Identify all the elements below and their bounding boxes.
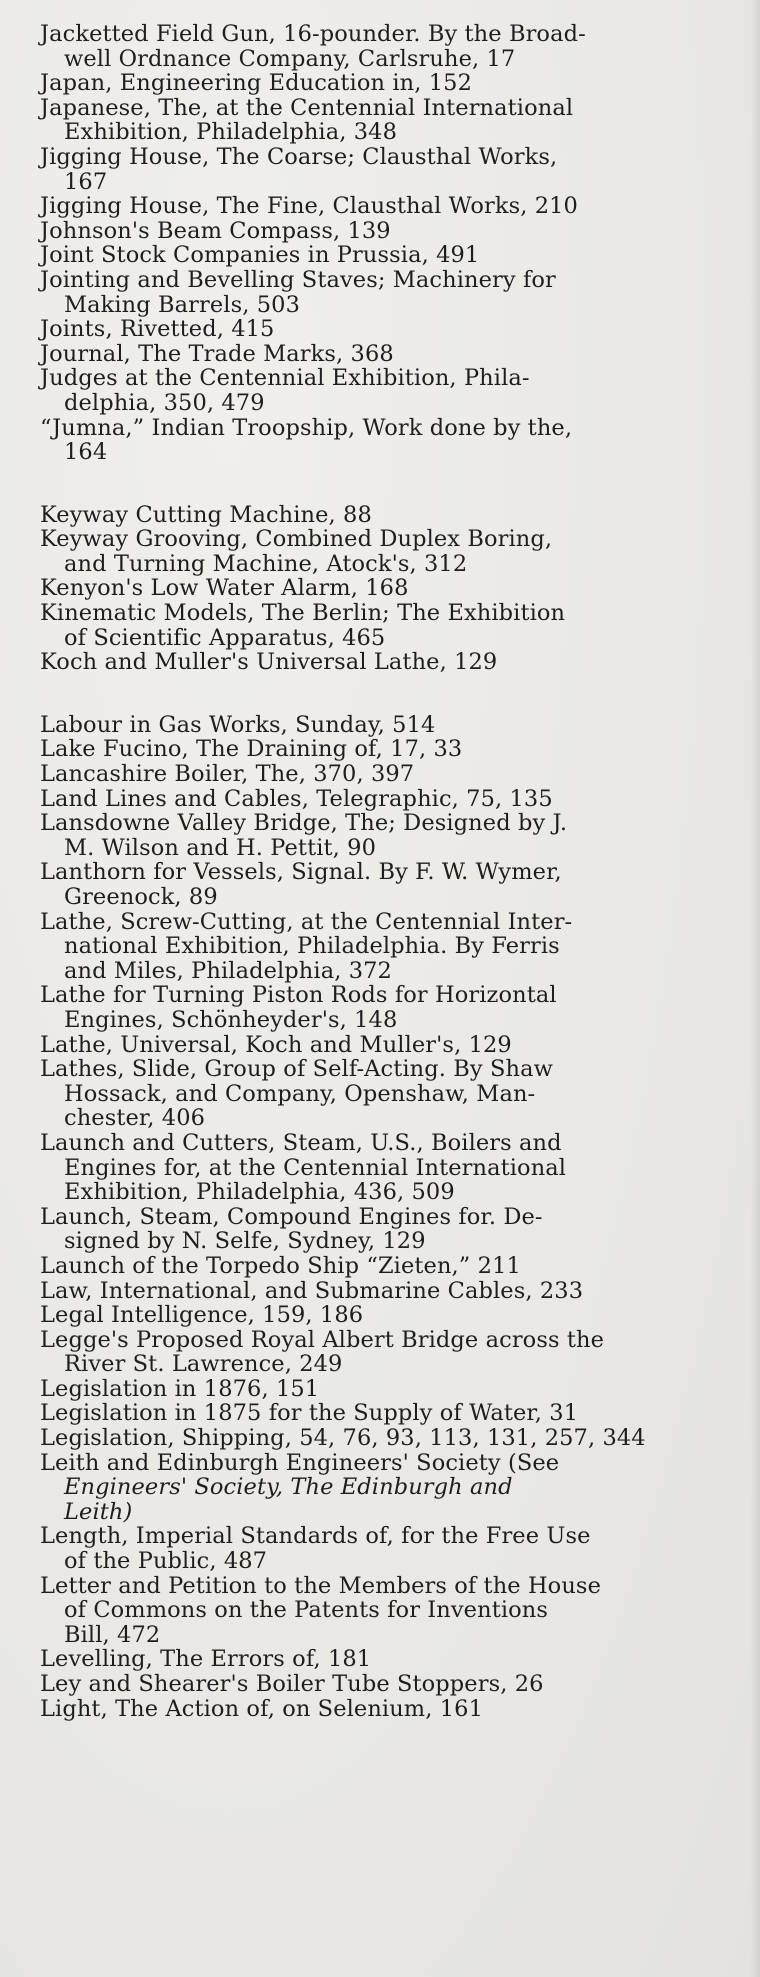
index-entry [40,22,740,71]
index-section-j [40,22,740,465]
entry-continuation: chester, 406 [64,1105,206,1132]
entry-continuation: 164 [64,439,108,466]
entry-line: Koch and Muller's Universal Lathe, 129 [40,649,498,676]
entry-continuation: Leith) [64,1498,133,1525]
entry-line: Jigging House, The Fine, Clausthal Works, 210 [40,193,578,220]
index-entry [40,860,740,909]
index-entry [40,787,740,812]
entry-line: Journal, The Trade Marks, 368 [40,340,394,367]
entry-continuation: River St. Lawrence, 249 [64,1351,343,1378]
page-fold-shadow [750,0,760,1977]
entry-line: Judges at the Centennial Exhibition, Phila- [40,365,530,392]
index-entry [40,1057,740,1131]
entry-line: Lathes, Slide, Group of Self-Acting. By Shaw [40,1056,553,1083]
entry-line: Ley and Shearer's Boiler Tube Stoppers, 26 [40,1671,544,1697]
index-entry [40,1033,740,1058]
entry-line: Leith and Edinburgh Engineers' Society (See [40,1449,560,1476]
index-entry [40,983,740,1032]
index-entry [40,811,740,860]
index-entry [40,243,740,268]
section-gap [40,465,740,503]
entry-continuation: of the Public, 487 [64,1548,268,1575]
entry-continuation: Engines, Schönheyder's, 148 [64,1006,398,1033]
index-entry [40,910,740,984]
entry-line: Land Lines and Cables, Telegraphic, 75, 135 [40,785,553,812]
entry-continuation: Engines for, at the Centennial International [64,1154,567,1181]
index-entry [40,71,740,96]
index-entry [40,342,740,367]
index-entry [40,317,740,342]
index-entry [40,219,740,244]
entry-line: Jointing and Bevelling Staves; Machinery for [40,266,556,293]
entry-line: Joints, Rivetted, 415 [40,316,275,343]
entry-line: Jacketted Field Gun, 16-pounder. By the Broad- [40,21,586,47]
index-entry [40,1131,740,1205]
entry-line: Lathe, Screw-Cutting, at the Centennial Inter- [40,908,573,935]
entry-continuation: M. Wilson and H. Pettit, 90 [64,834,376,861]
entry-continuation: Making Barrels, 503 [64,291,300,318]
index-entry [40,1279,740,1304]
entry-line: Legislation in 1876, 151 [40,1375,320,1402]
index-entry [40,1401,740,1426]
entry-continuation: of Scientific Apparatus, 465 [64,624,386,651]
entry-line: Launch and Cutters, Steam, U.S., Boilers and [40,1129,562,1156]
entry-line: Letter and Petition to the Members of the House [40,1572,601,1599]
index-entry [40,145,740,194]
entry-continuation: Engineers' Society, The Edinburgh and [64,1474,513,1501]
entry-continuation: national Exhibition, Philadelphia. By Ferris [64,933,560,960]
index-entry [40,1426,740,1451]
index-entry [40,601,740,650]
entry-line: Kinematic Models, The Berlin; The Exhibition [40,600,566,627]
entry-line: Joint Stock Companies in Prussia, 491 [40,242,480,269]
entry-line: “Jumna,” Indian Troopship, Work done by the, [40,414,573,441]
index-entry [40,1672,740,1697]
entry-continuation: 167 [64,168,108,195]
entry-line: Keyway Grooving, Combined Duplex Boring, [40,526,553,553]
index-entry [40,1254,740,1279]
index-entry [40,576,740,601]
entry-line: Lathe, Universal, Koch and Muller's, 129 [40,1031,512,1058]
entry-continuation: and Miles, Philadelphia, 372 [64,957,392,984]
entry-line: Legislation, Shipping, 54, 76, 93, 113, 131, 257, 344 [40,1425,646,1452]
entry-continuation: Exhibition, Philadelphia, 436, 509 [64,1179,455,1206]
entry-line: Light, The Action of, on Selenium, 161 [40,1695,483,1722]
entry-line: Johnson's Beam Compass, 139 [40,217,391,244]
entry-line: Lansdowne Valley Bridge, The; Designed by J. [40,810,568,837]
index-entry [40,1647,740,1672]
entry-line: Japanese, The, at the Centennial International [40,94,574,121]
index-entry [40,737,740,762]
entry-line: Lancashire Boiler, The, 370, 397 [40,761,415,788]
index-section-k [40,503,740,675]
entry-continuation: delphia, 350, 479 [64,389,265,416]
index-entry [40,96,740,145]
index-column [40,22,740,1721]
index-entry [40,1574,740,1648]
entry-line: Jigging House, The Coarse; Clausthal Works, [40,143,558,170]
index-entry [40,1451,740,1525]
section-gap [40,675,740,713]
entry-line: Lanthorn for Vessels, Signal. By F. W. Wymer, [40,859,562,886]
index-entry [40,762,740,787]
entry-continuation: Bill, 472 [64,1621,161,1648]
entry-line: Legge's Proposed Royal Albert Bridge across the [40,1326,605,1353]
index-entry [40,1524,740,1573]
entry-continuation: Hossack, and Company, Openshaw, Man- [64,1080,536,1107]
entry-line: Keyway Cutting Machine, 88 [40,501,372,528]
index-entry [40,416,740,465]
entry-line: Launch of the Torpedo Ship “Zieten,” 211 [40,1252,521,1279]
index-entry [40,650,740,675]
index-section-l [40,713,740,1721]
index-entry [40,1697,740,1722]
entry-continuation: of Commons on the Patents for Inventions [64,1597,549,1624]
index-entry [40,1303,740,1328]
index-entry [40,194,740,219]
entry-line: Length, Imperial Standards of, for the Free Use [40,1523,591,1550]
entry-line: Labour in Gas Works, Sunday, 514 [40,711,436,738]
entry-line: Launch, Steam, Compound Engines for. De- [40,1203,543,1230]
index-entry [40,1328,740,1377]
entry-continuation: Greenock, 89 [64,884,218,910]
entry-line: Legislation in 1875 for the Supply of Water, 31 [40,1400,579,1427]
entry-line: Levelling, The Errors of, 181 [40,1646,372,1673]
entry-line: Kenyon's Low Water Alarm, 168 [40,575,409,602]
index-entry [40,268,740,317]
entry-continuation: and Turning Machine, Atock's, 312 [64,550,468,577]
entry-line: Lake Fucino, The Draining of, 17, 33 [40,736,463,763]
entry-continuation: well Ordnance Company, Carlsruhe, 17 [64,45,516,72]
entry-line: Legal Intelligence, 159, 186 [40,1302,364,1329]
index-entry [40,713,740,738]
entry-continuation: signed by N. Selfe, Sydney, 129 [64,1228,426,1255]
index-entry [40,503,740,528]
entry-line: Law, International, and Submarine Cables, 233 [40,1277,584,1304]
entry-line: Lathe for Turning Piston Rods for Horizontal [40,982,557,1009]
entry-line: Japan, Engineering Education in, 152 [40,70,472,97]
index-entry [40,366,740,415]
entry-continuation: Exhibition, Philadelphia, 348 [64,119,397,146]
index-entry [40,1377,740,1402]
index-entry [40,527,740,576]
index-entry [40,1205,740,1254]
